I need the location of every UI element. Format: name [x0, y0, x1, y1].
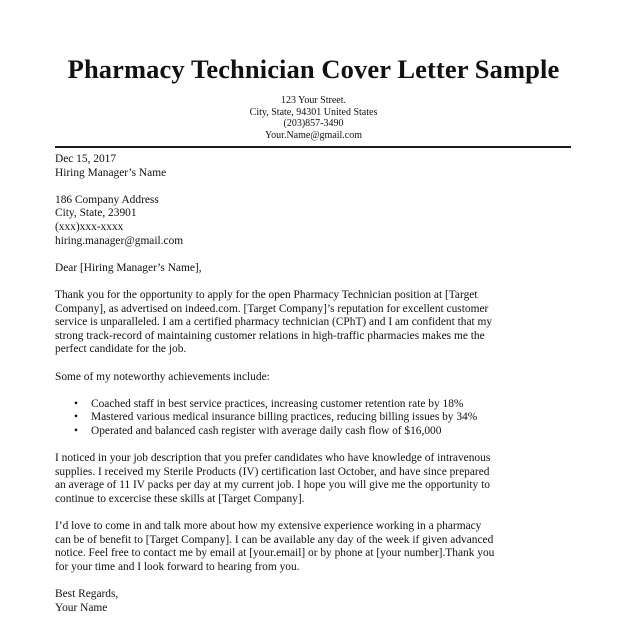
paragraph-line: I noticed in your job description that you prefer candidates who have knowledge of intravenous	[55, 452, 491, 465]
header-divider	[55, 146, 571, 148]
paragraph-line: perfect candidate for the job.	[55, 343, 187, 356]
signature-name: Your Name	[55, 601, 108, 614]
paragraph-line: supplies. I received my Sterile Products (IV) certification last October, and have since prepared	[55, 465, 490, 478]
paragraph-line: Company], as advertised on indeed.com. [Target Company]’s reputation for excellent customer	[55, 302, 489, 315]
achievements-intro: Some of my noteworthy achievements include:	[55, 370, 270, 383]
letter-date: Dec 15, 2017	[55, 153, 117, 165]
sender-email: Your.Name@gmail.com	[264, 129, 363, 141]
list-item	[55, 425, 580, 439]
paragraph-intro	[55, 289, 580, 357]
recipient-name: Hiring Manager’s Name	[55, 166, 167, 179]
paragraph-line: I’d love to come in and talk more about how my extensive experience working in a pharmacy	[55, 520, 482, 533]
paragraph-line: notice. Feel free to contact me by email at [your.email] or by phone at [your number].Thank you	[55, 547, 495, 560]
paragraph-line: can be of benefit to [Target Company]. I can be available any day of the week if given advanced	[55, 533, 494, 546]
page-title: Pharmacy Technician Cover Letter Sample	[67, 54, 560, 84]
bullet-icon: •	[74, 424, 78, 437]
recipient-email: hiring.manager@gmail.com	[55, 234, 184, 247]
bullet-icon: •	[74, 411, 78, 424]
achievements-list	[55, 398, 580, 439]
paragraph-line: strong track-record of maintaining customer relations in high-traffic pharmacies makes me the	[55, 329, 485, 342]
paragraph-line: Thank you for the opportunity to apply for the open Pharmacy Technician position at [Target	[55, 288, 478, 301]
achievement-text: Operated and balanced cash register with average daily cash flow of $16,000	[91, 424, 442, 437]
paragraph-line: for your time and I look forward to hearing from you.	[55, 560, 300, 573]
recipient-city: City, State, 23901	[55, 207, 137, 220]
sender-contact-block	[0, 95, 627, 141]
paragraph-line: service is unparalleled. I am a certified pharmacy technician (CPhT) and I am confident that my	[55, 316, 493, 329]
recipient-phone: (xxx)xxx-xxxx	[55, 220, 124, 233]
salutation: Dear [Hiring Manager’s Name],	[55, 261, 202, 274]
letter-body	[55, 153, 580, 615]
closing: Best Regards,	[55, 588, 119, 600]
recipient-address: 186 Company Address	[55, 193, 159, 206]
list-item	[55, 411, 580, 425]
bullet-icon: •	[74, 397, 78, 410]
paragraph-line: continue to excercise these skills at [Target Company].	[55, 492, 305, 505]
achievement-text: Mastered various medical insurance billing practices, reducing billing issues by 34%	[91, 411, 478, 424]
achievement-text: Coached staff in best service practices, increasing customer retention rate by 18%	[91, 397, 464, 410]
paragraph-certification	[55, 452, 580, 506]
sender-street: 123 Your Street.	[280, 95, 346, 106]
paragraph-closing	[55, 520, 580, 574]
paragraph-line: an average of 11 IV packs per day at my current job. I hope you will give me the opportunity to	[55, 479, 490, 492]
sender-phone: (203)857-3490	[283, 118, 344, 130]
list-item	[55, 398, 580, 412]
sender-city: City, State, 94301 United States	[249, 106, 378, 118]
